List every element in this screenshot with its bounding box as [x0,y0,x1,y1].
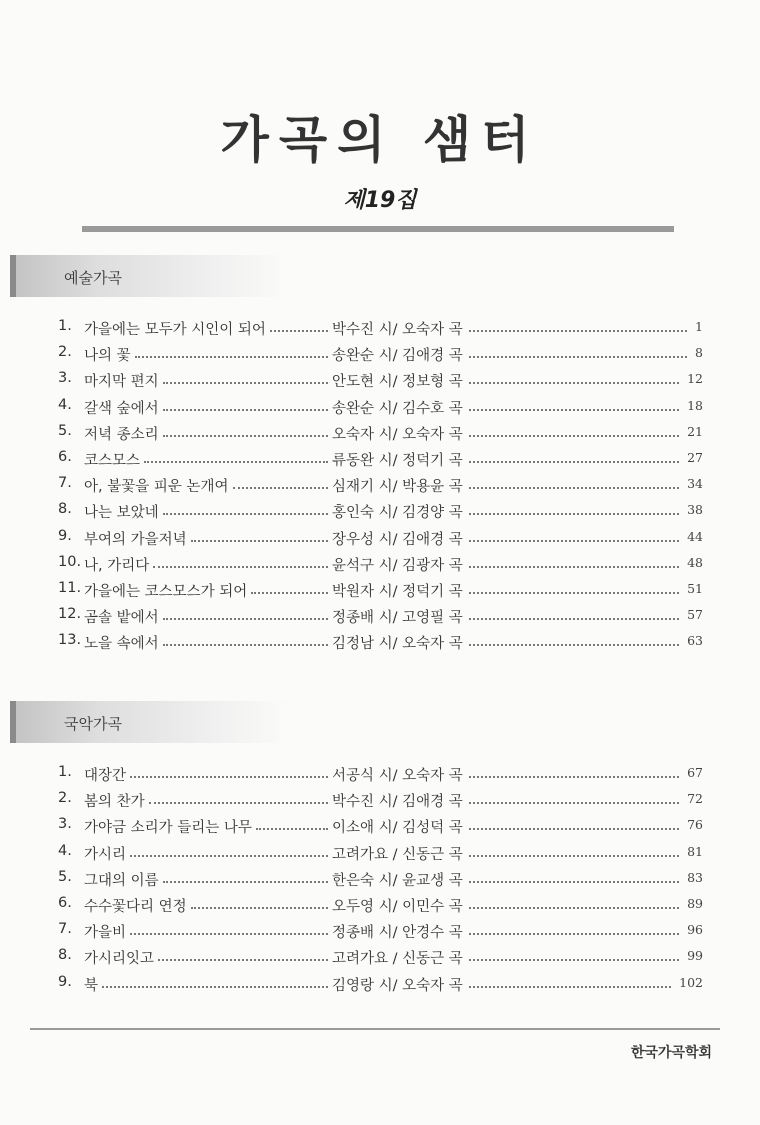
leader-dots [191,540,328,542]
toc-list-korean-traditional-songs [58,760,703,996]
entry-page-number: 99 [687,948,703,964]
entry-number: 5. [58,868,72,885]
toc-entry [58,393,703,419]
leader-dots [469,933,679,935]
entry-credit: 송완순 시/ 김애경 곡 [332,348,463,365]
leader-dots [251,592,328,594]
entry-page-number: 72 [687,791,703,807]
entry-credit: 장우성 시/ 김애경 곡 [332,531,463,548]
entry-title: 저녁 종소리 [84,426,159,443]
entry-page-number: 12 [687,371,703,387]
entry-page-number: 21 [687,423,703,439]
leader-dots [163,382,328,384]
entry-title: 봄의 찬가 [84,794,145,811]
leader-dots [469,435,679,437]
leader-dots [469,907,679,909]
leader-dots [144,461,328,463]
toc-entry [58,943,703,969]
leader-dots [130,933,328,935]
toc-entry [58,865,703,891]
entry-page-number: 27 [687,449,703,465]
entry-page-number: 83 [687,869,703,885]
entry-title: 코스모스 [84,452,141,469]
entry-credit: 김영랑 시/ 오숙자 곡 [332,977,463,994]
toc-entry [58,602,703,628]
entry-number: 2. [58,344,72,361]
entry-number: 11. [58,579,82,596]
leader-dots [469,959,679,961]
entry-number: 1. [58,764,72,780]
entry-credit: 오숙자 시/ 오숙자 곡 [332,426,463,443]
entry-title: 곰솔 밭에서 [84,610,159,627]
toc-entry [58,497,703,523]
entry-title: 그대의 이름 [84,872,159,889]
entry-number: 4. [58,396,72,413]
entry-page-number: 8 [695,345,703,361]
entry-title: 노을 속에서 [84,636,159,653]
entry-credit: 홍인숙 시/ 김경양 곡 [332,505,463,522]
toc-list-art-songs [58,314,703,654]
toc-entry [58,760,703,786]
entry-credit: 송완순 시/ 김수호 곡 [332,400,463,417]
leader-dots [163,618,328,620]
entry-title: 가시리잇고 [84,951,155,968]
leader-dots [469,855,679,857]
leader-dots [469,356,687,358]
entry-number: 9. [58,527,72,544]
entry-page-number: 38 [687,502,703,518]
toc-entry [58,419,703,445]
leader-dots [149,802,328,804]
entry-title: 나는 보았네 [84,505,159,522]
entry-page-number: 81 [687,843,703,859]
toc-entry [58,340,703,366]
entry-credit: 류동완 시/ 정덕기 곡 [332,452,463,469]
leader-dots [469,776,679,778]
entry-title: 북 [84,977,99,994]
toc-entry [58,471,703,497]
entry-number: 13. [58,632,82,649]
leader-dots [469,330,687,332]
toc-entry [58,550,703,576]
entry-number: 1. [58,318,72,334]
entry-credit: 서공식 시/ 오숙자 곡 [332,768,463,784]
leader-dots [469,382,679,384]
leader-dots [191,907,328,909]
entry-title: 마지막 편지 [84,374,159,391]
leader-dots [163,409,328,411]
leader-dots [163,881,328,883]
entry-number: 8. [58,501,72,518]
toc-entry [58,366,703,392]
entry-credit: 심재기 시/ 박용윤 곡 [332,479,463,496]
entry-page-number: 44 [687,528,703,544]
leader-dots [135,356,328,358]
entry-number: 7. [58,921,72,938]
toc-entry [58,314,703,340]
entry-number: 5. [58,422,72,439]
entry-credit: 정종배 시/ 안경수 곡 [332,925,463,942]
leader-dots [158,959,328,961]
entry-number: 10. [58,553,82,570]
leader-dots [256,828,328,830]
toc-entry [58,524,703,550]
leader-dots [469,986,671,988]
section-header-korean-traditional-songs [10,701,290,743]
entry-credit: 고려가요 / 신동근 곡 [332,846,463,863]
leader-dots [270,330,328,332]
entry-page-number: 102 [679,974,703,990]
leader-dots [469,592,679,594]
entry-number: 7. [58,475,72,492]
entry-credit: 안도현 시/ 정보형 곡 [332,374,463,391]
entry-credit: 김정남 시/ 오숙자 곡 [332,636,463,653]
entry-credit: 윤석구 시/ 김광자 곡 [332,557,463,574]
leader-dots [163,513,328,515]
section-header-art-songs [10,255,290,297]
toc-entry [58,812,703,838]
entry-title: 가시리 [84,846,127,863]
entry-page-number: 34 [687,476,703,492]
entry-credit: 박원자 시/ 정덕기 곡 [332,583,463,600]
entry-credit: 고려가요 / 신동근 곡 [332,951,463,968]
toc-entry [58,786,703,812]
entry-credit: 오두영 시/ 이민수 곡 [332,898,463,915]
leader-dots [469,461,679,463]
entry-credit: 이소애 시/ 김성덕 곡 [332,820,463,837]
toc-entry [58,891,703,917]
leader-dots [163,644,328,646]
entry-page-number: 63 [687,633,703,649]
entry-title: 부여의 가을저녁 [84,531,187,548]
toc-entry [58,628,703,654]
entry-number: 2. [58,790,72,807]
entry-page-number: 67 [687,765,703,780]
title-divider [82,226,674,232]
toc-entry [58,839,703,865]
entry-page-number: 18 [687,397,703,413]
volume-label: 제19집 [343,188,417,213]
leader-dots [469,618,679,620]
entry-title: 가을비 [84,925,127,942]
entry-credit: 박수진 시/ 오숙자 곡 [332,322,463,338]
leader-dots [469,513,679,515]
footer-divider [30,1028,720,1030]
book-title: 가곡의 샘터 [220,111,540,169]
entry-number: 9. [58,973,72,990]
entry-title: 대장간 [84,768,127,784]
leader-dots [469,802,679,804]
entry-page-number: 96 [687,922,703,938]
entry-title: 가을에는 코스모스가 되어 [84,583,248,600]
leader-dots [130,776,328,778]
toc-entry [58,445,703,471]
leader-dots [153,566,328,568]
entry-number: 3. [58,816,72,833]
toc-entry [58,576,703,602]
entry-title: 가야금 소리가 들리는 나무 [84,820,252,837]
entry-page-number: 1 [695,319,703,334]
leader-dots [469,487,679,489]
entry-number: 12. [58,606,82,623]
entry-number: 4. [58,842,72,859]
leader-dots [233,487,328,489]
entry-title: 나, 가리다 [84,557,150,574]
toc-entry [58,970,703,996]
entry-title: 아, 불꽃을 피운 논개여 [84,479,229,496]
section-title: 국악가곡 [64,715,122,733]
entry-credit: 한은숙 시/ 윤교생 곡 [332,872,463,889]
leader-dots [469,566,679,568]
entry-page-number: 76 [687,817,703,833]
entry-title: 가을에는 모두가 시인이 되어 [84,322,266,338]
leader-dots [163,435,328,437]
leader-dots [469,644,679,646]
leader-dots [469,881,679,883]
leader-dots [130,855,328,857]
leader-dots [469,409,679,411]
leader-dots [469,540,679,542]
entry-credit: 박수진 시/ 김애경 곡 [332,794,463,811]
leader-dots [102,986,328,988]
entry-page-number: 48 [687,554,703,570]
leader-dots [469,828,679,830]
section-title: 예술가곡 [64,269,122,287]
entry-number: 6. [58,894,72,911]
entry-number: 3. [58,370,72,387]
entry-number: 8. [58,947,72,964]
entry-title: 수수꽃다리 연정 [84,898,187,915]
entry-title: 나의 꽃 [84,348,131,365]
entry-title: 갈색 숲에서 [84,400,159,417]
entry-credit: 정종배 시/ 고영필 곡 [332,610,463,627]
entry-page-number: 51 [687,580,703,596]
entry-number: 6. [58,448,72,465]
publisher-name: 한국가곡학회 [630,1045,712,1061]
entry-page-number: 89 [687,895,703,911]
toc-entry [58,917,703,943]
entry-page-number: 57 [687,607,703,623]
